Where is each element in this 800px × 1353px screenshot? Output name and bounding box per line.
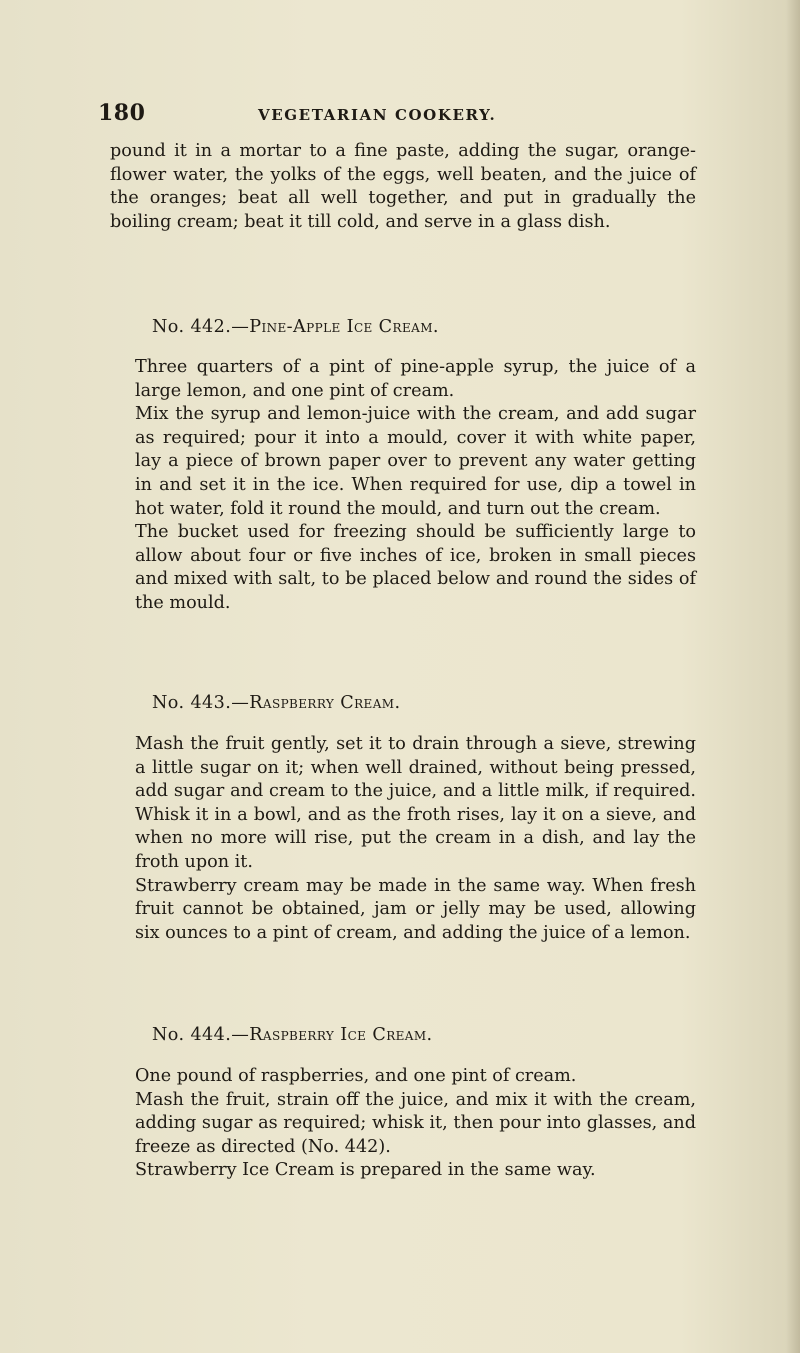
recipe-444-variation: Strawberry Ice Cream is prepared in the same way.	[135, 1160, 596, 1181]
recipe-444-title: —Raspberry Ice Cream.	[231, 1025, 433, 1045]
recipe-444-number: No. 444.	[152, 1025, 232, 1045]
recipe-442-note: The bucket used for freezing should be sufficiently large to allow about four or five inches of ice, broken in small pieces and mixed with salt, to be placed below and round the sides of the mould.	[135, 522, 696, 613]
recipe-443-title: —Raspberry Cream.	[231, 693, 401, 713]
recipe-443-number: No. 443.	[152, 693, 232, 713]
recipe-443-body	[110, 733, 696, 945]
recipe-442-body	[110, 356, 696, 616]
recipe-444-body	[110, 1065, 696, 1183]
recipe-443-method: Mash the fruit gently, set it to drain through a sieve, strewing a little sugar on it; when well drained, without being pressed, add sugar and cream to the juice, and a little milk, if required. Whisk it in a bowl, and as the froth rises, lay it on a sieve, and when no more will rise, put the cream in a dish, and lay the froth upon it.	[135, 734, 696, 872]
recipe-442-heading	[152, 317, 712, 337]
recipe-443-variation: Strawberry cream may be made in the same way. When fresh fruit cannot be obtained, jam or jelly may be used, allowing six ounces to a pint of cream, and adding the juice of a lemon.	[135, 875, 696, 943]
recipe-444-method: Mash the fruit, strain off the juice, and mix it with the cream, adding sugar as required; whisk it, then pour into glasses, and freeze as directed (No. 442).	[135, 1089, 696, 1157]
recipe-444-heading	[152, 1025, 712, 1045]
recipe-442-number: No. 442.	[152, 317, 232, 337]
recipe-442-ingredients: Three quarters of a pint of pine-apple syrup, the juice of a large lemon, and one pint of cream.	[135, 357, 696, 401]
running-title: VEGETARIAN COOKERY.	[258, 106, 497, 124]
recipe-444-ingredients: One pound of raspberries, and one pint of cream.	[135, 1066, 577, 1086]
recipe-442-method: Mix the syrup and lemon-juice with the cream, and add sugar as required; pour it into a mould, cover it with white paper, lay a piece of brown paper over to prevent any water getting in and set it in the ice. When required for use, dip a towel in hot water, fold it round the mould, and turn out the cream.	[135, 404, 696, 519]
intro-text	[110, 140, 696, 234]
recipe-442-title: —Pine-Apple Ice Cream.	[231, 317, 439, 337]
running-head	[98, 100, 698, 130]
recipe-443-heading	[152, 693, 712, 713]
intro-paragraph: pound it in a mortar to a fine paste, adding the sugar, orange-flower water, the yolks of the eggs, well beaten, and the juice of the oranges; beat all well together, and put in gradually the boiling cream; beat it till cold, and serve in a glass dish.	[110, 141, 696, 232]
page-number: 180	[98, 100, 146, 126]
